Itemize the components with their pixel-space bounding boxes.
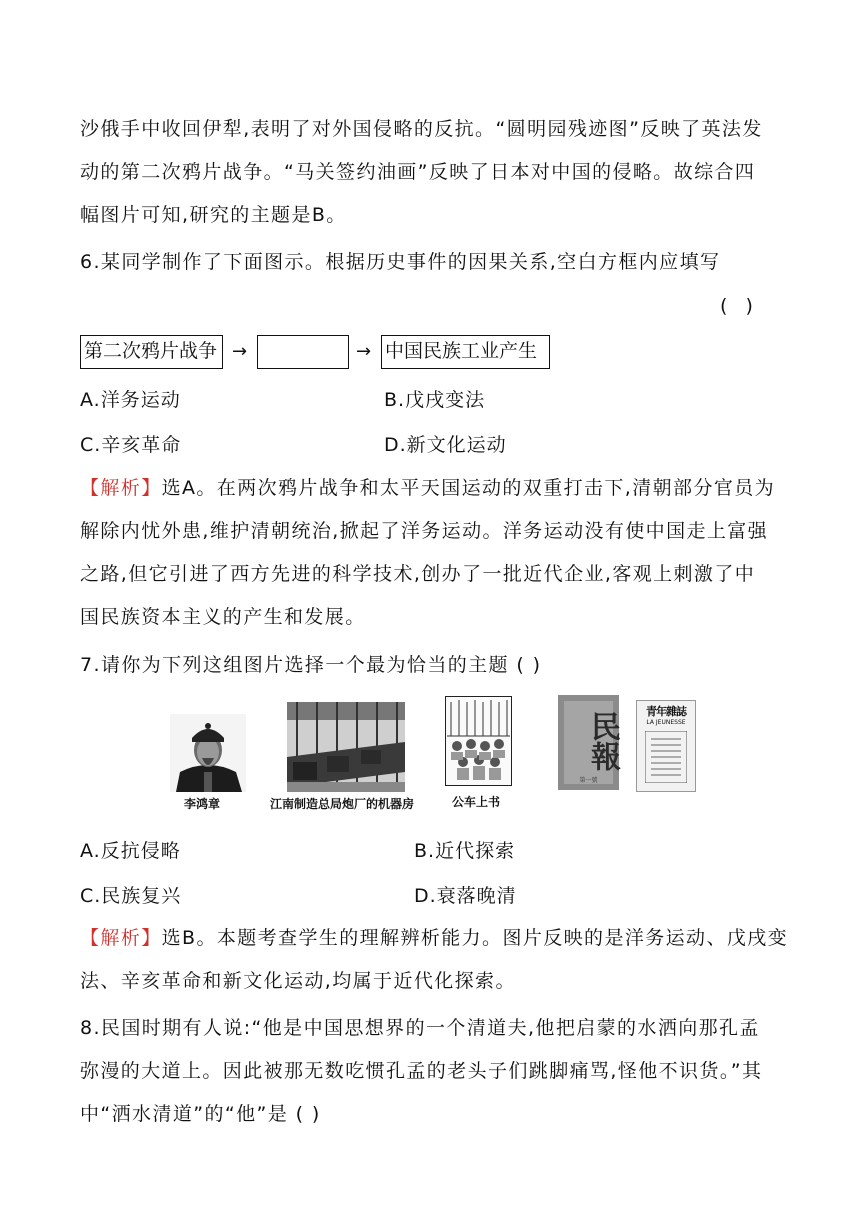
cover-new-youth [636, 700, 696, 792]
minbao-issue: 第一號 [579, 777, 598, 784]
analysis-tag: 【解析】 [80, 477, 162, 499]
q8-line-3: 中“洒水清道”的“他”是 ( ) [80, 1103, 321, 1125]
q7-stem: 7.请你为下列这组图片选择一个最为恰当的主题 ( ) [80, 654, 542, 676]
photo-jiangnan-arsenal [287, 702, 405, 792]
q7-option-c: C.民族复兴 [80, 885, 182, 907]
q7-option-b: B.近代探索 [414, 840, 516, 862]
q8-line-2: 弥漫的大道上。因此被那无数吃惯孔孟的老头子们跳脚痛骂,怪他不识货。”其 [80, 1060, 763, 1082]
intro-line-1: 沙俄手中收回伊犁,表明了对外国侵略的反抗。“圆明园残迹图”反映了英法发 [80, 118, 763, 140]
q7-analysis-line-1 [80, 926, 789, 950]
flow-arrow-2: → [356, 341, 372, 362]
flow-arrow-1: → [232, 341, 248, 362]
caption-li-hongzhang: 李鸿章 [184, 797, 221, 811]
new-youth-title: 青年雜誌 [646, 705, 686, 718]
q6-option-d: D.新文化运动 [384, 434, 507, 456]
q6-analysis-line-1 [80, 476, 780, 500]
q8-line-1: 8.民国时期有人说:“他是中国思想界的一个清道夫,他把启蒙的水洒向那孔孟 [80, 1017, 760, 1039]
q6-answer-paren: ( ) [720, 295, 759, 317]
intro-line-3: 幅图片可知,研究的主题是B。 [80, 204, 347, 226]
minbao-title: 民報 [585, 711, 620, 771]
flow-box-blank [257, 335, 349, 369]
q6-analysis-line-4: 国民族资本主义的产生和发展。 [80, 606, 366, 628]
q6-option-c: C.辛亥革命 [80, 434, 182, 456]
q7-option-d: D.衰落晚清 [414, 885, 517, 907]
flow-box-start: 第二次鸦片战争 [80, 335, 223, 369]
new-youth-subtitle: LA JEUNESSE [646, 719, 686, 726]
q6-option-b: B.戊戌变法 [384, 389, 486, 411]
q7-analysis-line-2: 法、辛亥革命和新文化运动,均属于近代化探索。 [80, 970, 516, 992]
cover-minbao [558, 695, 619, 790]
q7-option-a: A.反抗侵略 [80, 840, 181, 862]
caption-jiangnan-arsenal: 江南制造总局炮厂的机器房 [270, 797, 415, 811]
intro-line-2: 动的第二次鸦片战争。“马关签约油画”反映了日本对中国的侵略。故综合四 [80, 161, 756, 183]
portrait-li-hongzhang [170, 714, 246, 792]
q6-option-a: A.洋务运动 [80, 389, 181, 411]
q6-stem: 6.某同学制作了下面图示。根据历史事件的因果关系,空白方框内应填写 [80, 251, 721, 273]
q6-analysis-line-3: 之路,但它引进了西方先进的科学技术,创办了一批近代企业,客观上刺激了中 [80, 563, 756, 585]
q6-analysis-text-1: 选A。在两次鸦片战争和太平天国运动的双重打击下,清朝部分官员为 [161, 477, 776, 499]
q7-analysis-text-1: 选B。本题考查学生的理解辨析能力。图片反映的是洋务运动、戊戌变 [161, 927, 789, 949]
flow-box-end: 中国民族工业产生 [381, 335, 550, 369]
caption-gongche-shangshu: 公车上书 [452, 795, 501, 809]
illustration-gongche-shangshu [445, 696, 512, 786]
analysis-tag: 【解析】 [80, 927, 162, 949]
q6-analysis-line-2: 解除内忧外患,维护清朝统治,掀起了洋务运动。洋务运动没有使中国走上富强 [80, 520, 769, 542]
